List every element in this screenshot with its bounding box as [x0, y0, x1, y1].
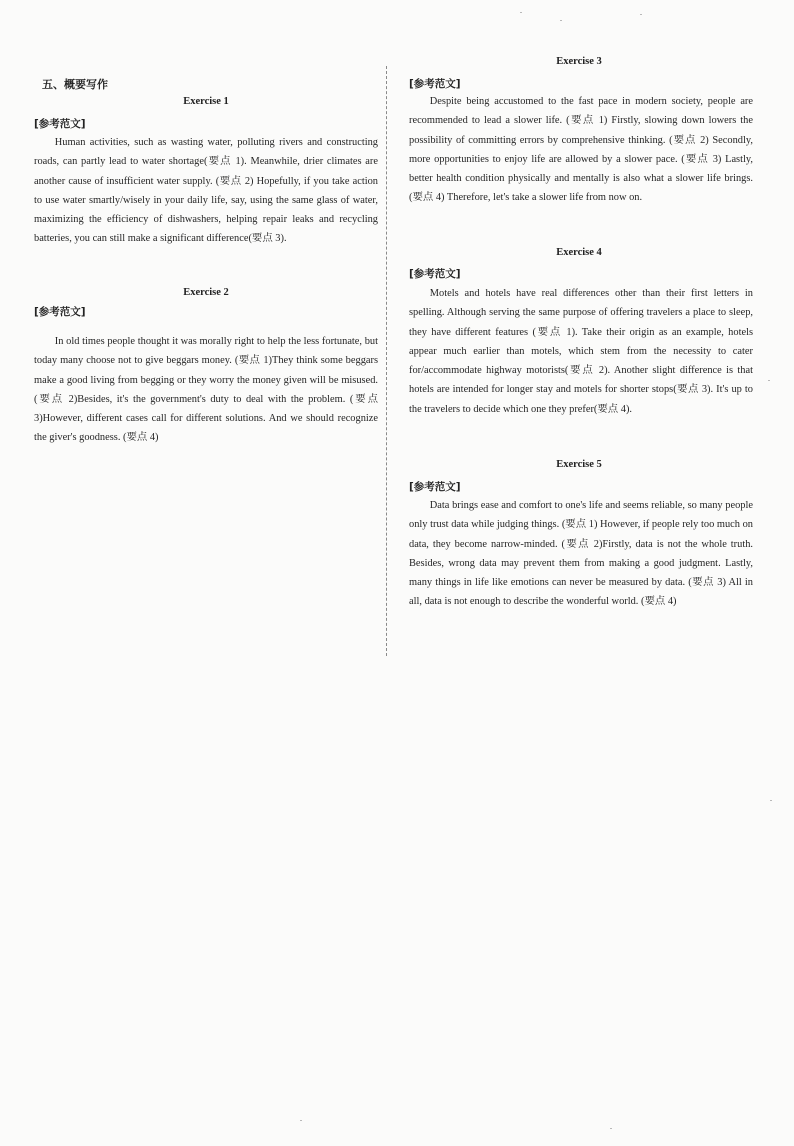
exercise-2-text: In old times people thought it was morally right to help the less fortunate, but today many choose not to give beggars money. (要点 1)They think some beggars make a good living from begging or they worry the money given will be misused. (要点 2)Besides, it's the government's duty to deal with the problem. (要点 3)However, different cases call for different solutions. And we should recognize the giver's goodness. (要点 4) [34, 336, 378, 444]
scan-speck [300, 1120, 302, 1121]
exercise-2-title: Exercise 2 [183, 287, 229, 298]
exercise-5-reference-label: [参考范文] [409, 481, 461, 493]
exercise-5-text: Data brings ease and comfort to one's life and seems reliable, so many people only trust data while judging things. (要点 1) However, if people rely too much on data, they become narrow-minded. (要点 2)Firstly, data is not the whole truth. Besides, wrong data may prevent them from making a good judgment. Lastly, many things in life like emotions can never be measured by data. (要点 3) All in all, data is not enough to describe the wonderful world. (要点 4) [409, 500, 753, 608]
section-title: 五、概要写作 [42, 78, 108, 91]
exercise-4-text: Motels and hotels have real differences other than their first letters in spelling. Although serving the same purpose of offering travelers a place to sleep, they have different features (要点 1). Take their origin as an example, hotels appear much earlier than motels, which stem from the necessity to cater for/accommodate highway motorists(要点 2). Another slight difference is that hotels are intended for longer stay and motels for shorter stops(要点 3). It's up to the travelers to decide which one they prefer(要点 4). [409, 288, 753, 415]
scan-speck [610, 1128, 612, 1129]
exercise-1-title: Exercise 1 [183, 96, 229, 107]
scan-speck [770, 800, 772, 801]
exercise-1-text: Human activities, such as wasting water, polluting rivers and constructing roads, can partly lead to water shortage(要点 1). Meanwhile, drier climates are another cause of insufficient water supply. (要点 2) Hopefully, if you take action to use water smartly/wisely in your daily life, say, using the same glass of water, maximizing the efficiency of dishwashers, helping repair leaks and recycling batteries, you can still make a significant difference(要点 3). [34, 137, 378, 245]
exercise-3-reference-label: [参考范文] [409, 78, 461, 90]
exercise-2-reference-label: [参考范文] [34, 306, 86, 318]
exercise-3-title: Exercise 3 [556, 56, 602, 67]
scan-speck [520, 12, 522, 13]
column-divider [386, 66, 387, 656]
exercise-4-title: Exercise 4 [556, 247, 602, 258]
exercise-3-text: Despite being accustomed to the fast pace in modern society, people are recommended to lead a slower life. (要点 1) Firstly, slowing down lowers the possibility of committing errors by comprehensive thinking. (要点 2) Secondly, more opportunities to enjoy life are allowed by a slower pace. (要点 3) Lastly, better health condition physically and mentally is also what a slower life brings. (要点 4) Therefore, let's take a slower life from now on. [409, 96, 753, 204]
exercise-1-reference-label: [参考范文] [34, 118, 86, 130]
scan-speck [560, 20, 562, 21]
scan-speck [640, 14, 642, 15]
exercise-4-reference-label: [参考范文] [409, 268, 461, 280]
scan-speck [768, 380, 770, 381]
exercise-5-title: Exercise 5 [556, 459, 602, 470]
